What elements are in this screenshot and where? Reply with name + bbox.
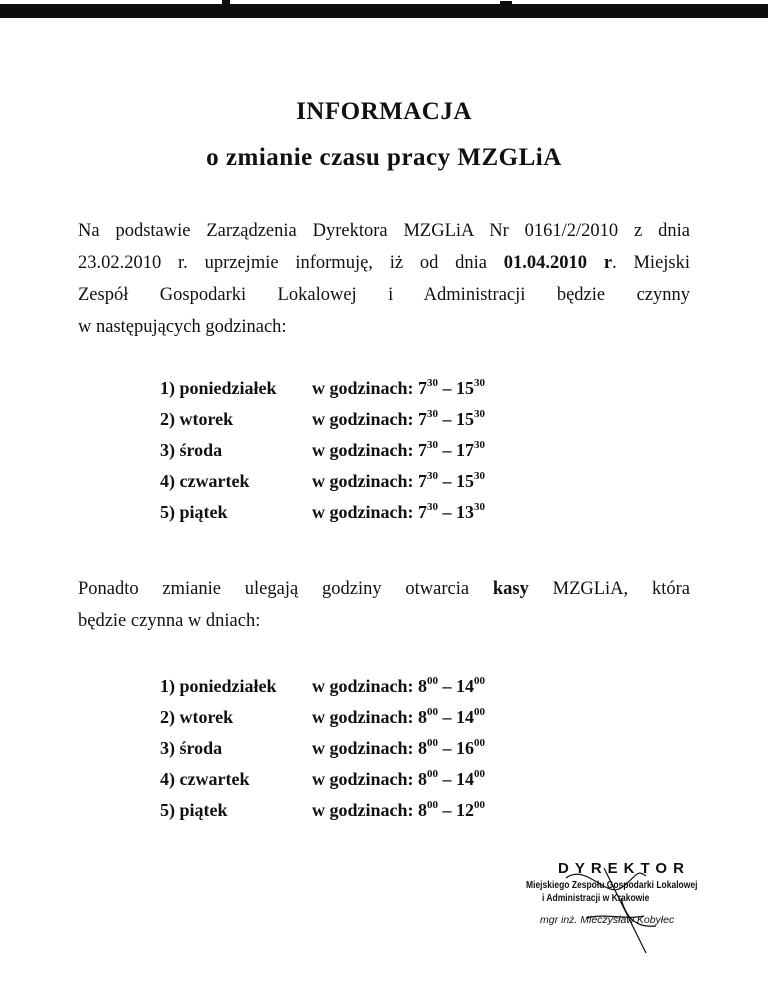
scan-top-border xyxy=(0,4,768,18)
schedule-day: 1) poniedziałek xyxy=(160,676,277,696)
schedule-hours: w godzinach: $7^{30} - 15^{30}$ xyxy=(312,470,486,491)
cash-desk-word: kasy xyxy=(492,579,529,599)
stamp-line-2: i Administracji w Krakowie xyxy=(542,893,650,904)
schedule-hours: w godzinach: $8^{00} - 14^{00}$ xyxy=(312,768,486,789)
cash-line-1: Ponadto zmianie ulegają godziny otwarcia kasy MZGLiA, która xyxy=(78,579,690,599)
intro-line-1: Na podstawie Zarządzenia Dyrektora MZGLiA Nr 0161/2/2010 z dnia xyxy=(78,221,690,241)
schedule-day: 2) wtorek xyxy=(160,409,234,429)
schedule-day: 2) wtorek xyxy=(160,707,234,727)
schedule-hours: w godzinach: $7^{30} - 17^{30}$ xyxy=(312,439,486,460)
document-subtitle: o zmianie czasu pracy MZGLiA xyxy=(206,144,562,171)
schedule-hours: w godzinach: $7^{30} - 13^{30}$ xyxy=(312,501,486,522)
schedule-day: 4) czwartek xyxy=(160,471,250,491)
schedule-hours: w godzinach: $8^{00} - 16^{00}$ xyxy=(312,737,486,758)
stamp-name: mgr inż. Mieczysław Kobyłec xyxy=(540,914,675,926)
cash-paragraph xyxy=(78,573,690,637)
schedule-day: 5) piątek xyxy=(160,800,228,820)
effective-date: 01.04.2010 r xyxy=(503,253,613,273)
signature-icon xyxy=(526,858,686,958)
intro-line-3: Zespół Gospodarki Lokalowej i Administracji będzie czynny xyxy=(78,285,690,305)
schedule-hours: w godzinach: $8^{00} - 12^{00}$ xyxy=(312,799,486,820)
schedule-day: 3) środa xyxy=(160,440,223,460)
schedule-day: 4) czwartek xyxy=(160,769,250,789)
schedule-day: 5) piątek xyxy=(160,502,228,522)
stamp-line-1: Miejskiego Zespołu Gospodarki Lokalowej xyxy=(526,880,698,891)
schedule-day: 3) środa xyxy=(160,738,223,758)
schedule-hours: w godzinach: $7^{30} - 15^{30}$ xyxy=(312,408,486,429)
intro-line-2: 23.02.2010 r. uprzejmie informuję, iż od dnia 01.04.2010 r. Miejski xyxy=(78,253,691,273)
schedule-hours: w godzinach: $8^{00} - 14^{00}$ xyxy=(312,675,486,696)
schedule-hours: w godzinach: $7^{30} - 15^{30}$ xyxy=(312,377,486,398)
cash-line-2: będzie czynna w dniach: xyxy=(78,611,261,631)
document-title: INFORMACJA xyxy=(296,98,472,125)
intro-paragraph xyxy=(78,215,690,343)
intro-line-4: w następujących godzinach: xyxy=(78,317,287,337)
stamp-title: DYREKTOR xyxy=(558,860,690,877)
schedule-hours: w godzinach: $8^{00} - 14^{00}$ xyxy=(312,706,486,727)
schedule-day: 1) poniedziałek xyxy=(160,378,277,398)
director-stamp xyxy=(526,858,698,958)
